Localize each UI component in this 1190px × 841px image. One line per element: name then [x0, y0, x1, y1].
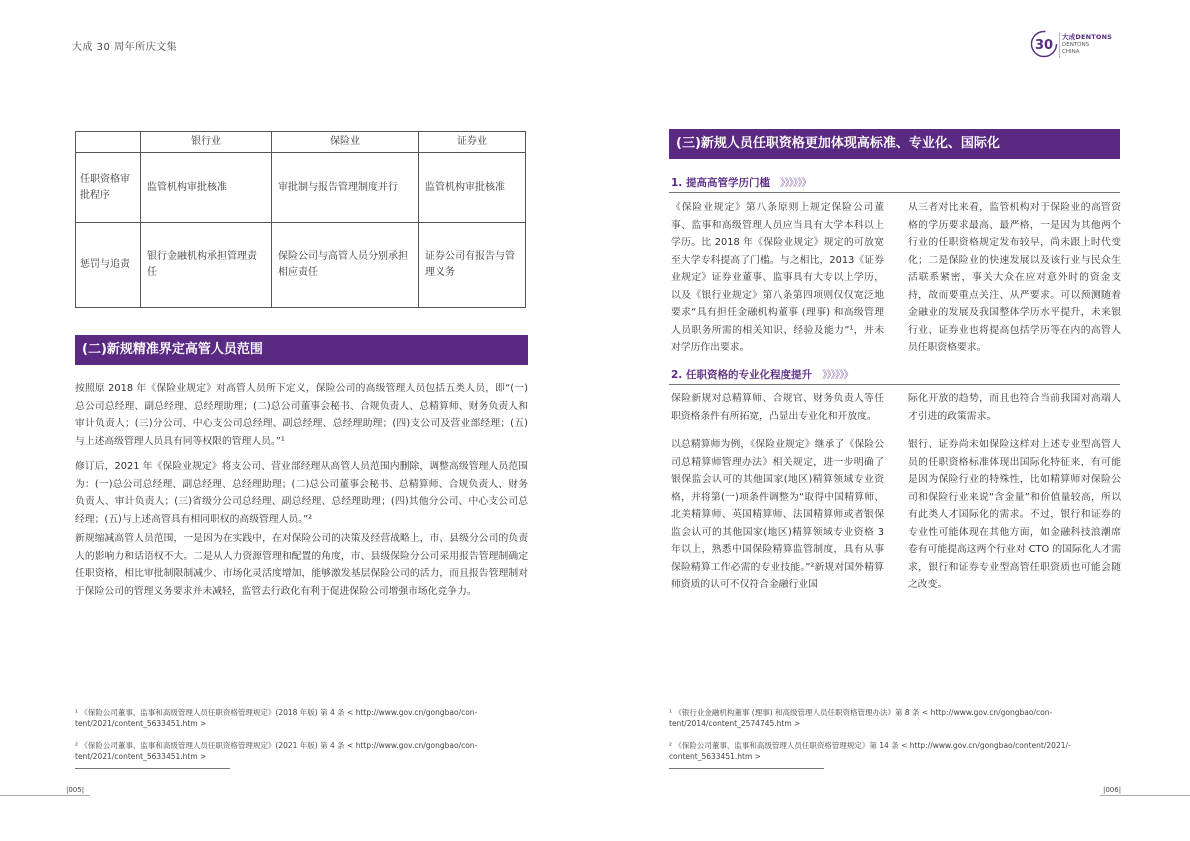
table-header-cell: [76, 132, 141, 153]
table-header-cell: 证券业: [419, 132, 526, 153]
footnote: ¹ 《保险公司董事、监事和高级管理人员任职资格管理规定》(2018 年版) 第 4 条 < http://www.gov.cn/gongbao/con- tent/2021/content_5633451.htm >: [75, 708, 478, 728]
page-footer-line: [0, 795, 90, 796]
logo-subtitle: DENTONS CHINA: [1062, 42, 1090, 55]
body-paragraph: 《保险业规定》第八条原则上规定保险公司董事、监事和高级管理人员应当具有大学本科以上学历。比 2018 年《保险业规定》规定的可放宽至大学专科提高了门槛。与之相比，2013《证券业规定》证券业董事、监事具有大专以上学历，以及《银行业规定》第八条第四项则仅仅宽泛地要求“具有担任金融机构董事 (理事) 和高级管理人员职务所需的相关知识、经验及能力”¹，并未对学历作出要求。: [671, 202, 884, 353]
section-heading-2: (二)新规精准界定高管人员范围: [75, 335, 528, 365]
table-header-row: [76, 132, 526, 153]
table-row-label: 惩罚与追责: [76, 223, 141, 308]
chevron-icon: 》》》》》》: [821, 369, 853, 381]
anniversary-30-icon: [1030, 30, 1058, 58]
body-paragraph: 保险新规对总精算师、合规官、财务负责人等任职资格条件有所拓宽，凸显出专业化和开放度。: [671, 393, 884, 422]
body-paragraph: 以总精算师为例，《保险业规定》继承了《保险公司总精算师管理办法》相关规定，进一步明确了银保监会认可的其他国家(地区)精算领域专业资格，并将第(一)项条件调整为“取得中国精算师、北美精算师、英国精算师、法国精算师或者银保监会认可的其他国家(地区)精算领域专业资格 3 年以上，熟悉中国保险精算监管制度，具有从事保险精算工作必需的专业技能。”²新规对国外精算师资质的认可不仅符合金融行业国: [671, 439, 884, 590]
table-cell: 证券公司有报告与管理义务: [419, 223, 526, 308]
body-paragraph: 修订后，2021 年《保险业规定》将支公司、营业部经理从高管人员范围内删除，调整高级管理人员范围为：(一)总公司总经理、副总经理、总经理助理；(二)总公司董事会秘书、总精算师、合规负责人、财务负责人、审计负责人；(三)省级分公司总经理、副总经理、总经理助理；(四)其他分公司、中心支公司总经理；(五)与上述高管具有相同职权的高级管理人员。”²: [75, 461, 528, 525]
page-number: |006|: [1103, 786, 1122, 794]
table-row: [76, 153, 526, 223]
footnote-rule: [669, 768, 824, 769]
svg-text:30: 30: [1034, 38, 1054, 53]
table-header-cell: 保险业: [272, 132, 419, 153]
table-cell: 监管机构审批核准: [419, 153, 526, 223]
dentons-logo: [1030, 30, 1125, 62]
subheading-rule: [669, 192, 1120, 193]
subheading: 2. 任职资格的专业化程度提升 》》》》》》: [671, 369, 853, 381]
footnote: ¹ 《银行业金融机构董事 (理事) 和高级管理人员任职资格管理办法》第 8 条 < http://www.gov.cn/gongbao/con- tent/2014/content_2574745.htm >: [669, 708, 1053, 728]
comparison-table: [75, 131, 526, 308]
table-cell: 保险公司与高管人员分别承担相应责任: [272, 223, 419, 308]
body-paragraph: 际化开放的趋势，而且也符合当前我国对高端人才引进的政策需求。: [908, 393, 1121, 422]
footnote: ² 《保险公司董事、监事和高级管理人员任职资格管理规定》第 14 条 < http://www.gov.cn/gongbao/content/2021/- content_5633451.htm >: [669, 741, 1071, 761]
table-cell: 银行金融机构承担管理责任: [141, 223, 272, 308]
body-paragraph: 银行、证券尚未如保险这样对上述专业型高管人员的任职资格标准体现出国际化特征来，有可能是因为保险行业的特殊性，比如精算师对保险公司和保险行业来说“含金量”和价值量较高，所以有此类人才国际化的需求。不过，银行和证券的专业性可能体现在其他方面，如金融科技浪潮席卷有可能提高这两个行业对 CTO 的国际化人才需求，银行和证券专业型高管任职资质也可能会随之改变。: [908, 439, 1121, 590]
subheading: 1. 提高高管学历门槛 》》》》》》: [671, 177, 811, 189]
table-row-label: 任职资格审批程序: [76, 153, 141, 223]
table-header-cell: 银行业: [141, 132, 272, 153]
table-cell: 监管机构审批核准: [141, 153, 272, 223]
table-cell: 审批制与报告管理制度并行: [272, 153, 419, 223]
body-paragraph: 新规缩减高管人员范围，一是因为在实践中，在对保险公司的决策及经营战略上，市、县级分公司的负责人的影响力和话语权不大。二是从人力资源管理和配置的角度，市、县级保险分公司采用报告管理制确定任职资格，相比审批制限制减少、市场化灵活度增加，能够激发基层保险公司的活力，而且报告管理制对于保险公司的管理义务要求并未减轻，监管去行政化有利于促进保险公司增强市场化竞争力。: [75, 533, 528, 597]
table-row: [76, 223, 526, 308]
page-number: |005|: [66, 786, 85, 794]
logo-divider: [1059, 32, 1060, 58]
footnote-rule: [75, 768, 230, 769]
body-paragraph: 从三者对比来看，监管机构对于保险业的高管资格的学历要求最高、最严格，一是因为其他两个行业的任职资格规定发布较早，尚未跟上时代变化；二是保险业的快速发展以及该行业与民众生活联系紧密，事关大众在应对意外时的资金支持，故而要重点关注、从严要求。可以预测随着金融业的发展及我国整体学历水平提升，未来银行业、证券业也将提高包括学历等在内的高管人员任职资格要求。: [908, 202, 1121, 353]
section-heading-3: (三)新规人员任职资格更加体现高标准、专业化、国际化: [669, 129, 1120, 159]
page-footer-line: [1100, 795, 1190, 796]
running-header-title: 大成 30 周年所庆文集: [72, 42, 178, 53]
logo-brand: 大成DENTONS: [1062, 33, 1113, 41]
footnote: ² 《保险公司董事、监事和高级管理人员任职资格管理规定》(2021 年版) 第 4 条 < http://www.gov.cn/gongbao/con- tent/2021/content_5633451.htm >: [75, 741, 478, 761]
body-paragraph: 按照原 2018 年《保险业规定》对高管人员所下定义，保险公司的高级管理人员包括五类人员，即“(一)总公司总经理、副总经理、总经理助理；(二)总公司董事会秘书、合规负责人、总精算师、财务负责人和审计负责人；(三)分公司、中心支公司总经理、副总经理、总经理助理；(四)支公司及营业部经理；(五)与上述高级管理人员具有同等权限的管理人员。”¹: [75, 383, 528, 447]
subheading-rule: [669, 384, 1120, 385]
chevron-icon: 》》》》》》: [779, 177, 811, 189]
